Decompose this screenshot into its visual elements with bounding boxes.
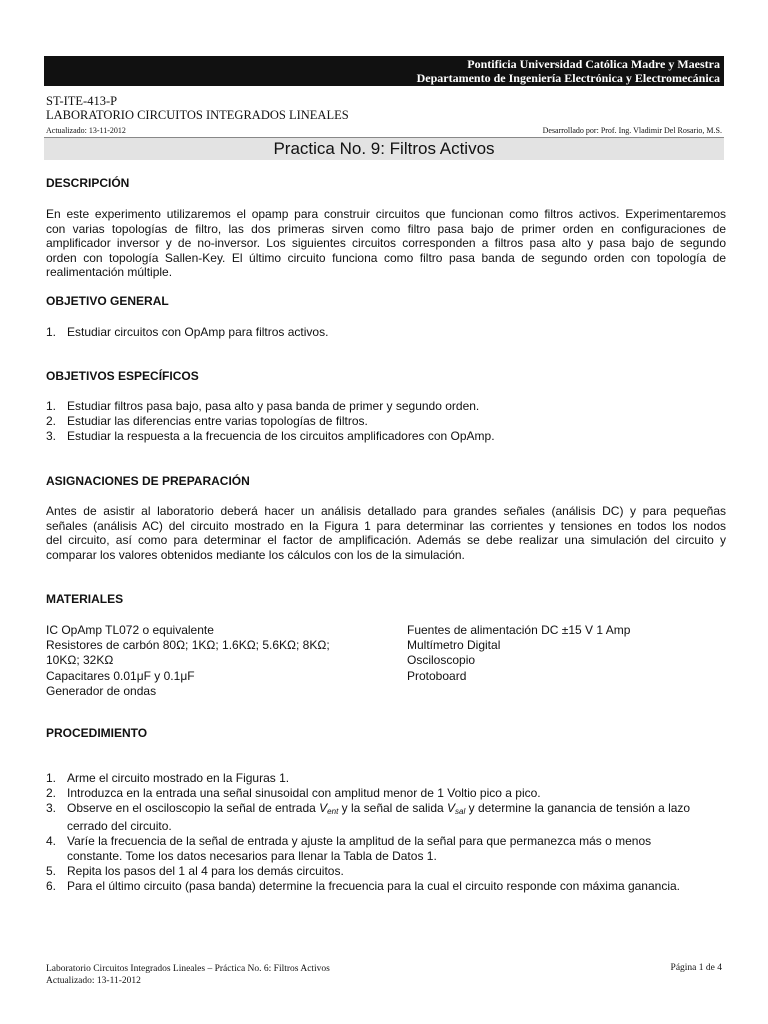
material-item: Capacitares 0.01μF y 0.1μF	[46, 668, 195, 683]
description-paragraph	[46, 207, 726, 280]
description-line: orden con topología Sallen-Key. El último circuito funciona como filtro pasa banda de segundo orden con topología de	[46, 250, 726, 265]
list-item: 2. Introduzca en la entrada una señal sinusoidal con amplitud menor de 1 Voltio pico a pico.	[46, 785, 541, 800]
preparation-heading: ASIGNACIONES DE PREPARACIÓN	[46, 474, 250, 488]
list-item: 1. Estudiar circuitos con OpAmp para filtros activos.	[46, 325, 329, 339]
list-item: 1. Estudiar filtros pasa bajo, pasa alto y pasa banda de primer y segundo orden.	[46, 399, 480, 413]
description-line: con varias topologías de filtro, las dos primeras sirven como filtro pasa bajo de primer orden en configuraciones de	[46, 221, 726, 236]
general-objective-list	[46, 325, 328, 340]
footer-course-title: Laboratorio Circuitos Integrados Lineales – Práctica No. 6: Filtros Activos	[46, 964, 330, 974]
materials-list-right	[407, 623, 630, 684]
preparation-line: Antes de asistir al laboratorio deberá hacer un análisis detallado para grandes señales (análisis DC) y para pequeñas	[46, 504, 726, 518]
description-line: amplificador inversor y de no-inversor. Los siguientes circuitos corresponden a filtros pasa alto y pasa bajo de segundo	[46, 236, 726, 250]
description-heading: DESCRIPCIÓN	[46, 176, 130, 190]
list-item: 4. Varíe la frecuencia de la señal de entrada y ajuste la amplitud de la señal para que permanezca más o menos	[46, 834, 652, 849]
material-item: Fuentes de alimentación DC ±15 V 1 Amp	[407, 623, 631, 637]
list-item: 3. Estudiar la respuesta a la frecuencia de los circuitos amplificadores con OpAmp.	[46, 428, 495, 443]
list-item: 6. Para el último circuito (pasa banda) determine la frecuencia para la cual el circuito responde con máxima ganancia.	[46, 878, 680, 893]
list-item: 2. Estudiar las diferencias entre varias topologías de filtros.	[46, 413, 368, 428]
footer-info	[46, 963, 330, 987]
updated-date: Actualizado: 13-11-2012	[46, 126, 126, 135]
preparation-line: comparar los valores obtenidos mediante los cálculos con los de la simulación.	[46, 547, 465, 562]
list-item-continuation: constante. Tome los datos necesarios para llenar la Tabla de Datos 1.	[67, 848, 437, 863]
author-credit: Desarrollado por: Prof. Ing. Vladimir Del Rosario, M.S.	[542, 126, 722, 135]
title-band	[44, 137, 724, 160]
procedure-list	[46, 771, 690, 893]
material-item: Osciloscopio	[407, 653, 476, 668]
description-line: En este experimento utilizaremos el opamp para construir circuitos que funcionan como filtros activos. Experimentaremos	[46, 207, 726, 221]
page-title: Practica No. 9: Filtros Activos	[273, 139, 495, 158]
material-item: Multímetro Digital	[407, 638, 501, 653]
course-code: ST-ITE-413-P	[46, 94, 118, 108]
department-name: Departamento de Ingeniería Electrónica y Electromecánica	[416, 71, 720, 85]
preparation-paragraph	[46, 504, 726, 562]
material-item: Resistores de carbón 80Ω; 1KΩ; 1.6KΩ; 5.6KΩ; 8KΩ;	[46, 638, 330, 653]
preparation-line: del circuito, así como para determinar el factor de amplificación. Además se debe realizar una simulación del circuito y	[46, 533, 726, 547]
university-name: Pontificia Universidad Católica Madre y Maestra	[467, 57, 720, 71]
materials-list-left	[46, 623, 330, 699]
material-item: IC OpAmp TL072 o equivalente	[46, 623, 214, 637]
description-line: realimentación múltiple.	[46, 265, 173, 279]
list-item: 3. Observe en el osciloscopio la señal de entrada $V_{ent}$ y la señal de salida $V_{sal}$ y determine la ganancia de tensión a lazo	[46, 800, 691, 816]
v-sal-symbol: V	[447, 800, 456, 815]
list-item: 1. Arme el circuito mostrado en la Figuras 1.	[46, 771, 290, 785]
general-objective-heading: OBJETIVO GENERAL	[46, 294, 169, 308]
procedure-heading: PROCEDIMIENTO	[46, 726, 148, 740]
preparation-line: señales (análisis AC) del circuito mostrado en la Figura 1 para determinar las corrientes y tensiones en todos los nodos	[46, 518, 726, 533]
course-name: LABORATORIO CIRCUITOS INTEGRADOS LINEALES	[46, 108, 349, 122]
footer-updated: Actualizado: 13-11-2012	[46, 976, 141, 986]
material-item: Protoboard	[407, 668, 467, 683]
institution-header	[44, 56, 724, 86]
v-ent-symbol: V	[319, 800, 328, 815]
material-item: Generador de ondas	[46, 683, 157, 698]
list-item-continuation: cerrado del circuito.	[67, 819, 172, 834]
page-number: Página 1 de 4	[670, 963, 722, 973]
specific-objectives-list	[46, 399, 495, 443]
specific-objectives-heading: OBJETIVOS ESPECÍFICOS	[46, 369, 199, 383]
materials-heading: MATERIALES	[46, 592, 124, 606]
material-item: 10KΩ; 32KΩ	[46, 653, 114, 668]
list-item: 5. Repita los pasos del 1 al 4 para los demás circuitos.	[46, 863, 344, 878]
